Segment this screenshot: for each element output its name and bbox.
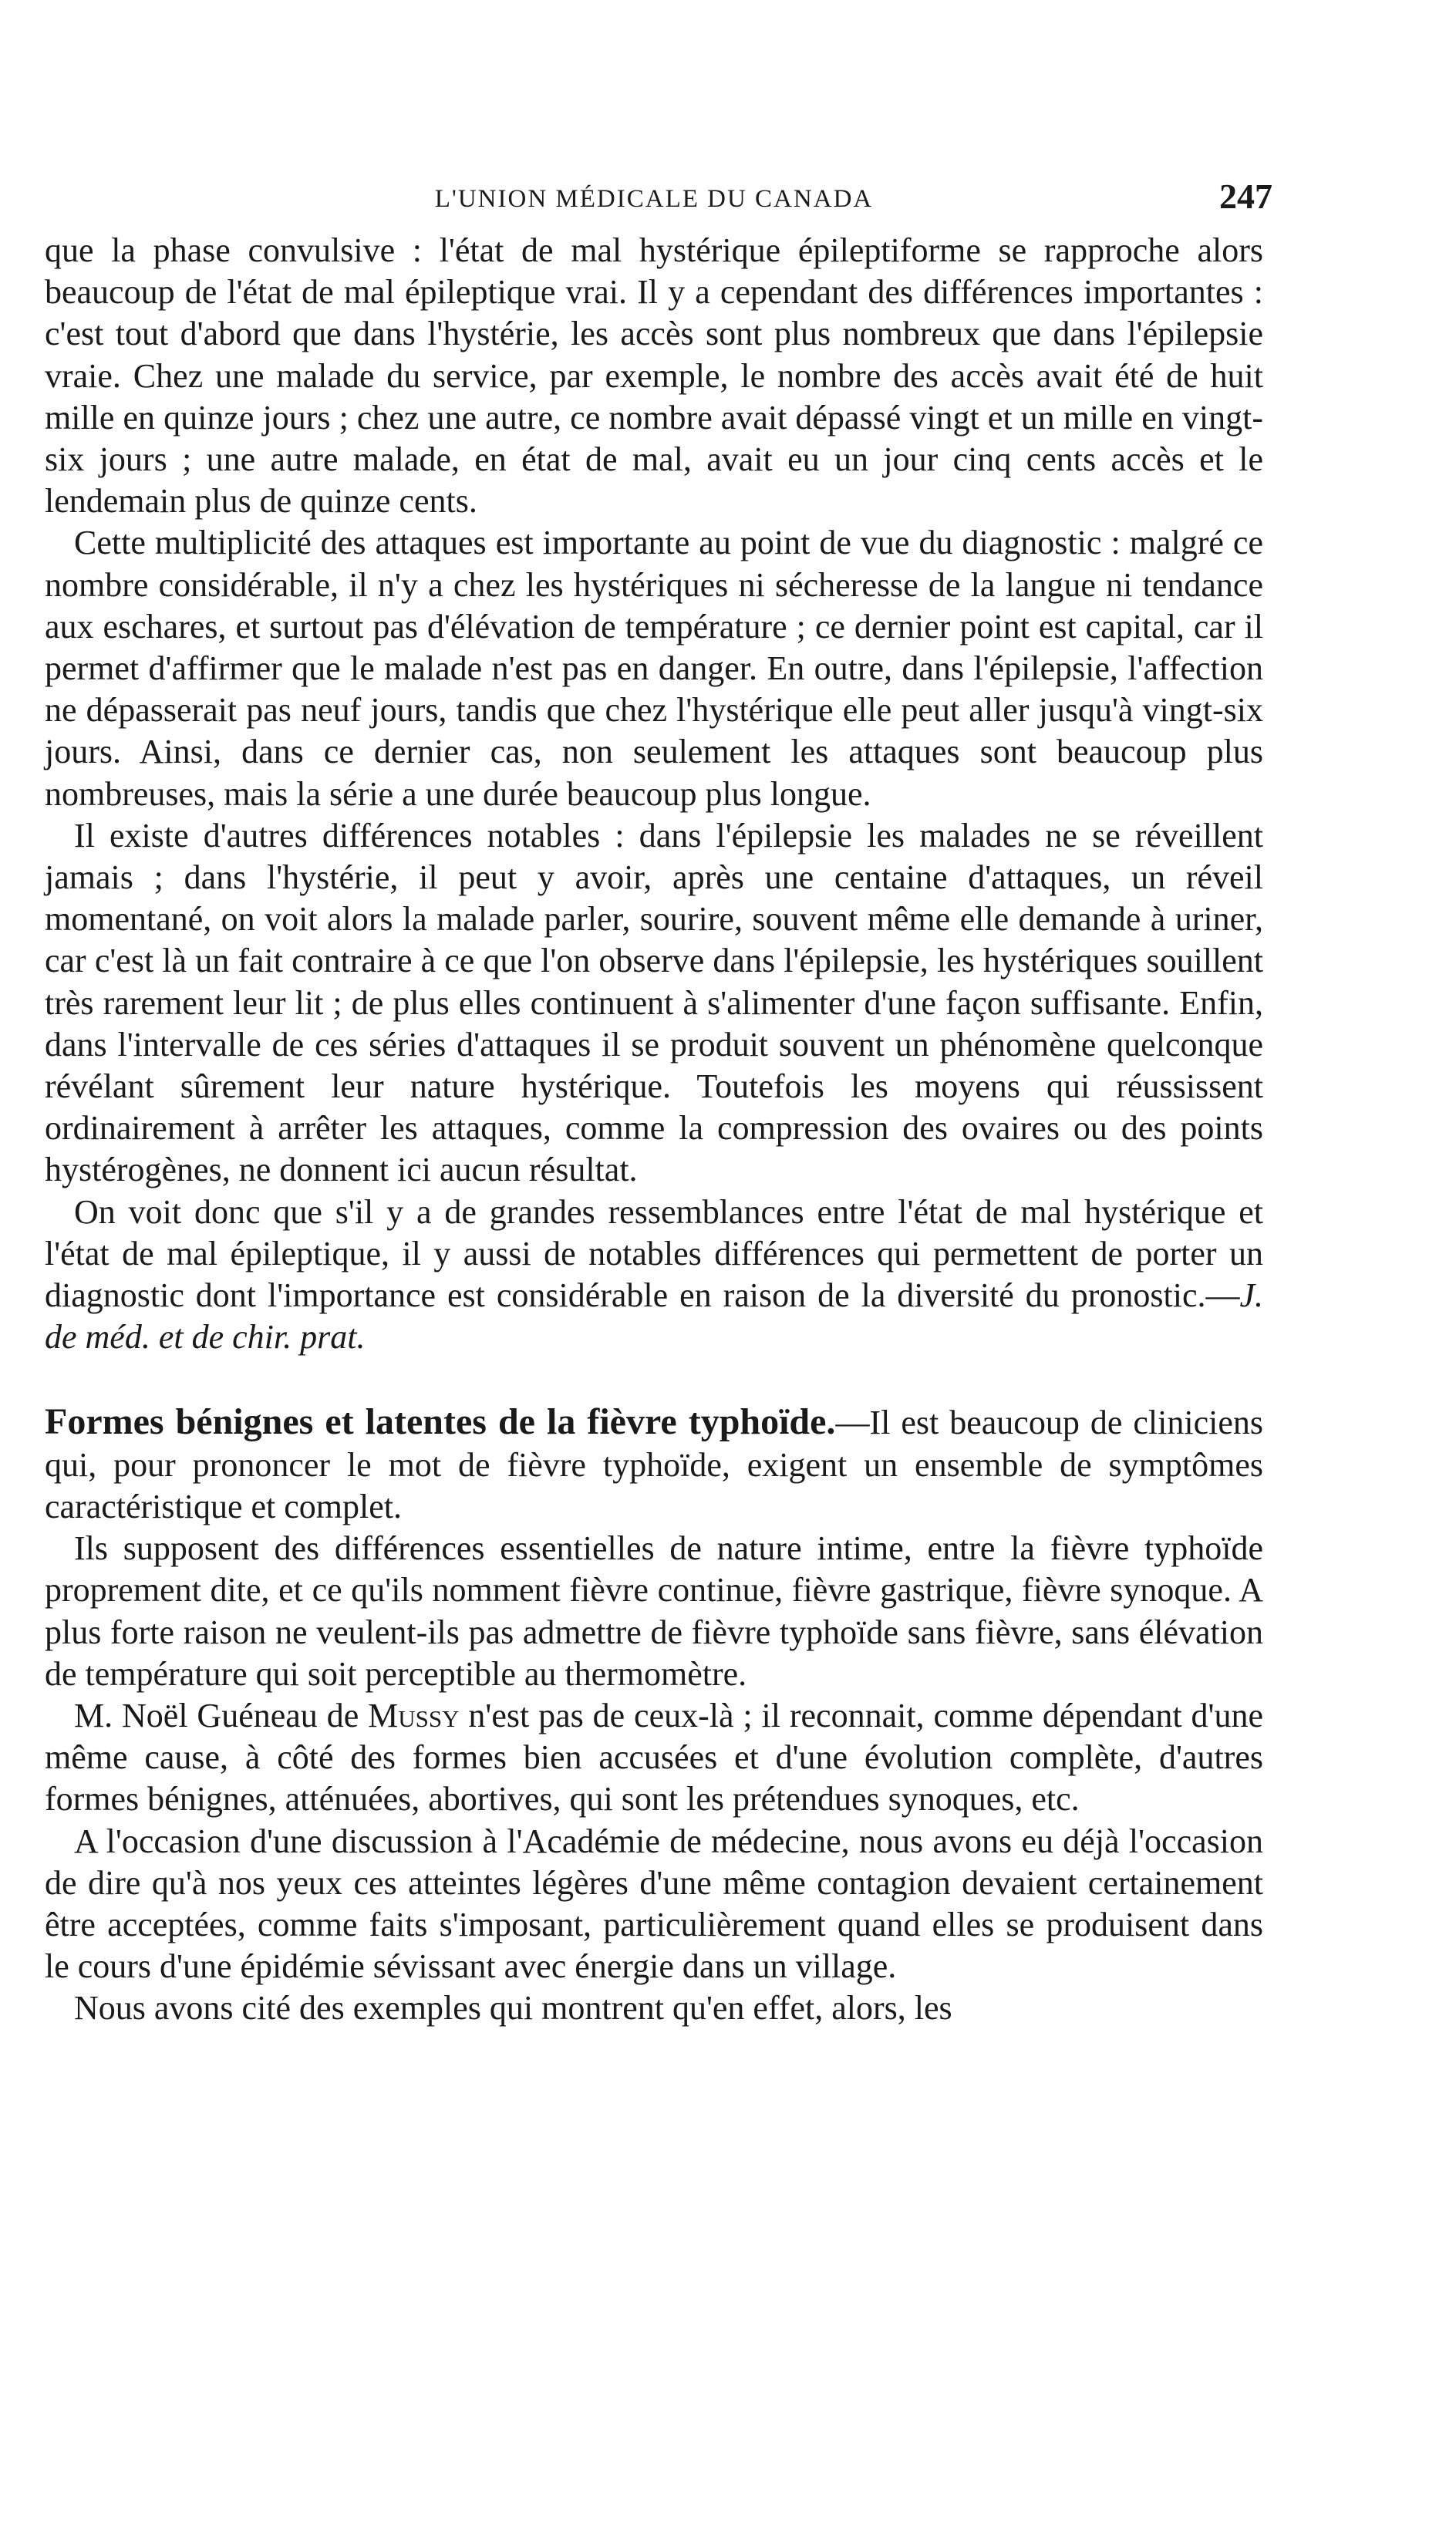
paragraph xyxy=(45,1401,1263,1528)
paragraph: que la phase convulsive : l'état de mal hystérique épileptiforme se rapproche alors beaucoup de l'état de mal épileptique vrai. Il y a cependant des différences importantes : c'est tout d'abord que dans l'hystérie, les accès sont plus nombreux que dans l'épilepsie vraie. Chez une malade du service, par exemple, le nombre des accès avait été de huit mille en quinze jours ; chez une autre, ce nombre avait dépassé vingt et un mille en vingt-six jours ; une autre malade, en état de mal, avait eu un jour cinq cents accès et le lendemain plus de quinze cents. xyxy=(45,231,1263,521)
journal-page xyxy=(45,171,1272,2030)
article-body xyxy=(45,230,1263,2030)
section-heading: Formes bénignes et latentes de la fièvre typhoïde. xyxy=(45,1401,836,1443)
paragraph xyxy=(45,1192,1263,1359)
author-name: Mussy xyxy=(368,1696,460,1734)
paragraph-text: M. Noël Guéneau de xyxy=(74,1696,369,1734)
section-spacer xyxy=(45,1358,1263,1401)
paragraph: A l'occasion d'une discussion à l'Académie de médecine, nous avons eu déjà l'occasion de dire qu'à nos yeux ces atteintes légères d'une même contagion devaient certainement être acceptées, comme faits s'imposant, particulièrement quand elles se produisent dans le cours d'une épidémie sévissant avec énergie dans un village. xyxy=(45,1822,1263,1986)
journal-title: L'UNION MÉDICALE DU CANADA xyxy=(434,185,874,213)
page-number: 247 xyxy=(1219,177,1272,216)
paragraph-text: —Il est beaucoup de cliniciens qui, pour prononcer le mot de fièvre typhoïde, exigent un ensemble de symptômes caractéristique et complet. xyxy=(45,1404,1263,1525)
paragraph: Ils supposent des différences essentielles de nature intime, entre la fièvre typhoïde proprement dite, et ce qu'ils nomment fièvre continue, fièvre gastrique, fièvre synoque. A plus forte raison ne veulent-ils pas admettre de fièvre typhoïde sans fièvre, sans élévation de température qui soit perceptible au thermomètre. xyxy=(45,1529,1263,1693)
paragraph: Il existe d'autres différences notables : dans l'épilepsie les malades ne se réveillent jamais ; dans l'hystérie, il peut y avoir, après une centaine d'attaques, un réveil momentané, on voit alors la malade parler, sourire, souvent même elle demande à uriner, car c'est là un fait contraire à ce que l'on observe dans l'épilepsie, les hystériques souillent très rarement leur lit ; de plus elles continuent à s'alimenter d'une façon suffisante. Enfin, dans l'intervalle de ces séries d'attaques il se produit souvent un phénomène quelconque révélant sûrement leur nature hystérique. Toutefois les moyens qui réussissent ordinairement à arrêter les attaques, comme la compression des ovaires ou des points hystérogènes, ne donnent ici aucun résultat. xyxy=(45,816,1263,1189)
paragraph: Cette multiplicité des attaques est importante au point de vue du diagnostic : malgré ce nombre considérable, il n'y a chez les hystériques ni sécheresse de la langue ni tendance aux eschares, et surtout pas d'élévation de température ; ce dernier point est capital, car il permet d'affirmer que le malade n'est pas en danger. En outre, dans l'épilepsie, l'affection ne dépasserait pas neuf jours, tandis que chez l'hystérique elle peut aller jusqu'à vingt-six jours. Ainsi, dans ce dernier cas, non seulement les attaques sont beaucoup plus nombreuses, mais la série a une durée beaucoup plus longue. xyxy=(45,524,1263,813)
source-citation: J. de méd. et de chir. prat. xyxy=(45,1276,1263,1357)
running-head xyxy=(45,171,1272,225)
paragraph-text: On voit donc que s'il y a de grandes ressemblances entre l'état de mal hystérique et l'état de mal épileptique, il y aussi de notables différences qui permettent de porter un diagnostic dont l'importance est considérable en raison de la diversité du pronostic.— xyxy=(45,1192,1263,1315)
paragraph: Nous avons cité des exemples qui montrent qu'en effet, alors, les xyxy=(74,1989,952,2028)
paragraph xyxy=(45,1695,1263,1821)
paragraph-text: n'est pas de ceux-là ; il reconnait, comme dépendant d'une même cause, à côté des formes bien accusées et d'une évolution complète, d'autres formes bénignes, atténuées, abortives, qui sont les prétendues synoques, etc. xyxy=(45,1696,1263,1819)
